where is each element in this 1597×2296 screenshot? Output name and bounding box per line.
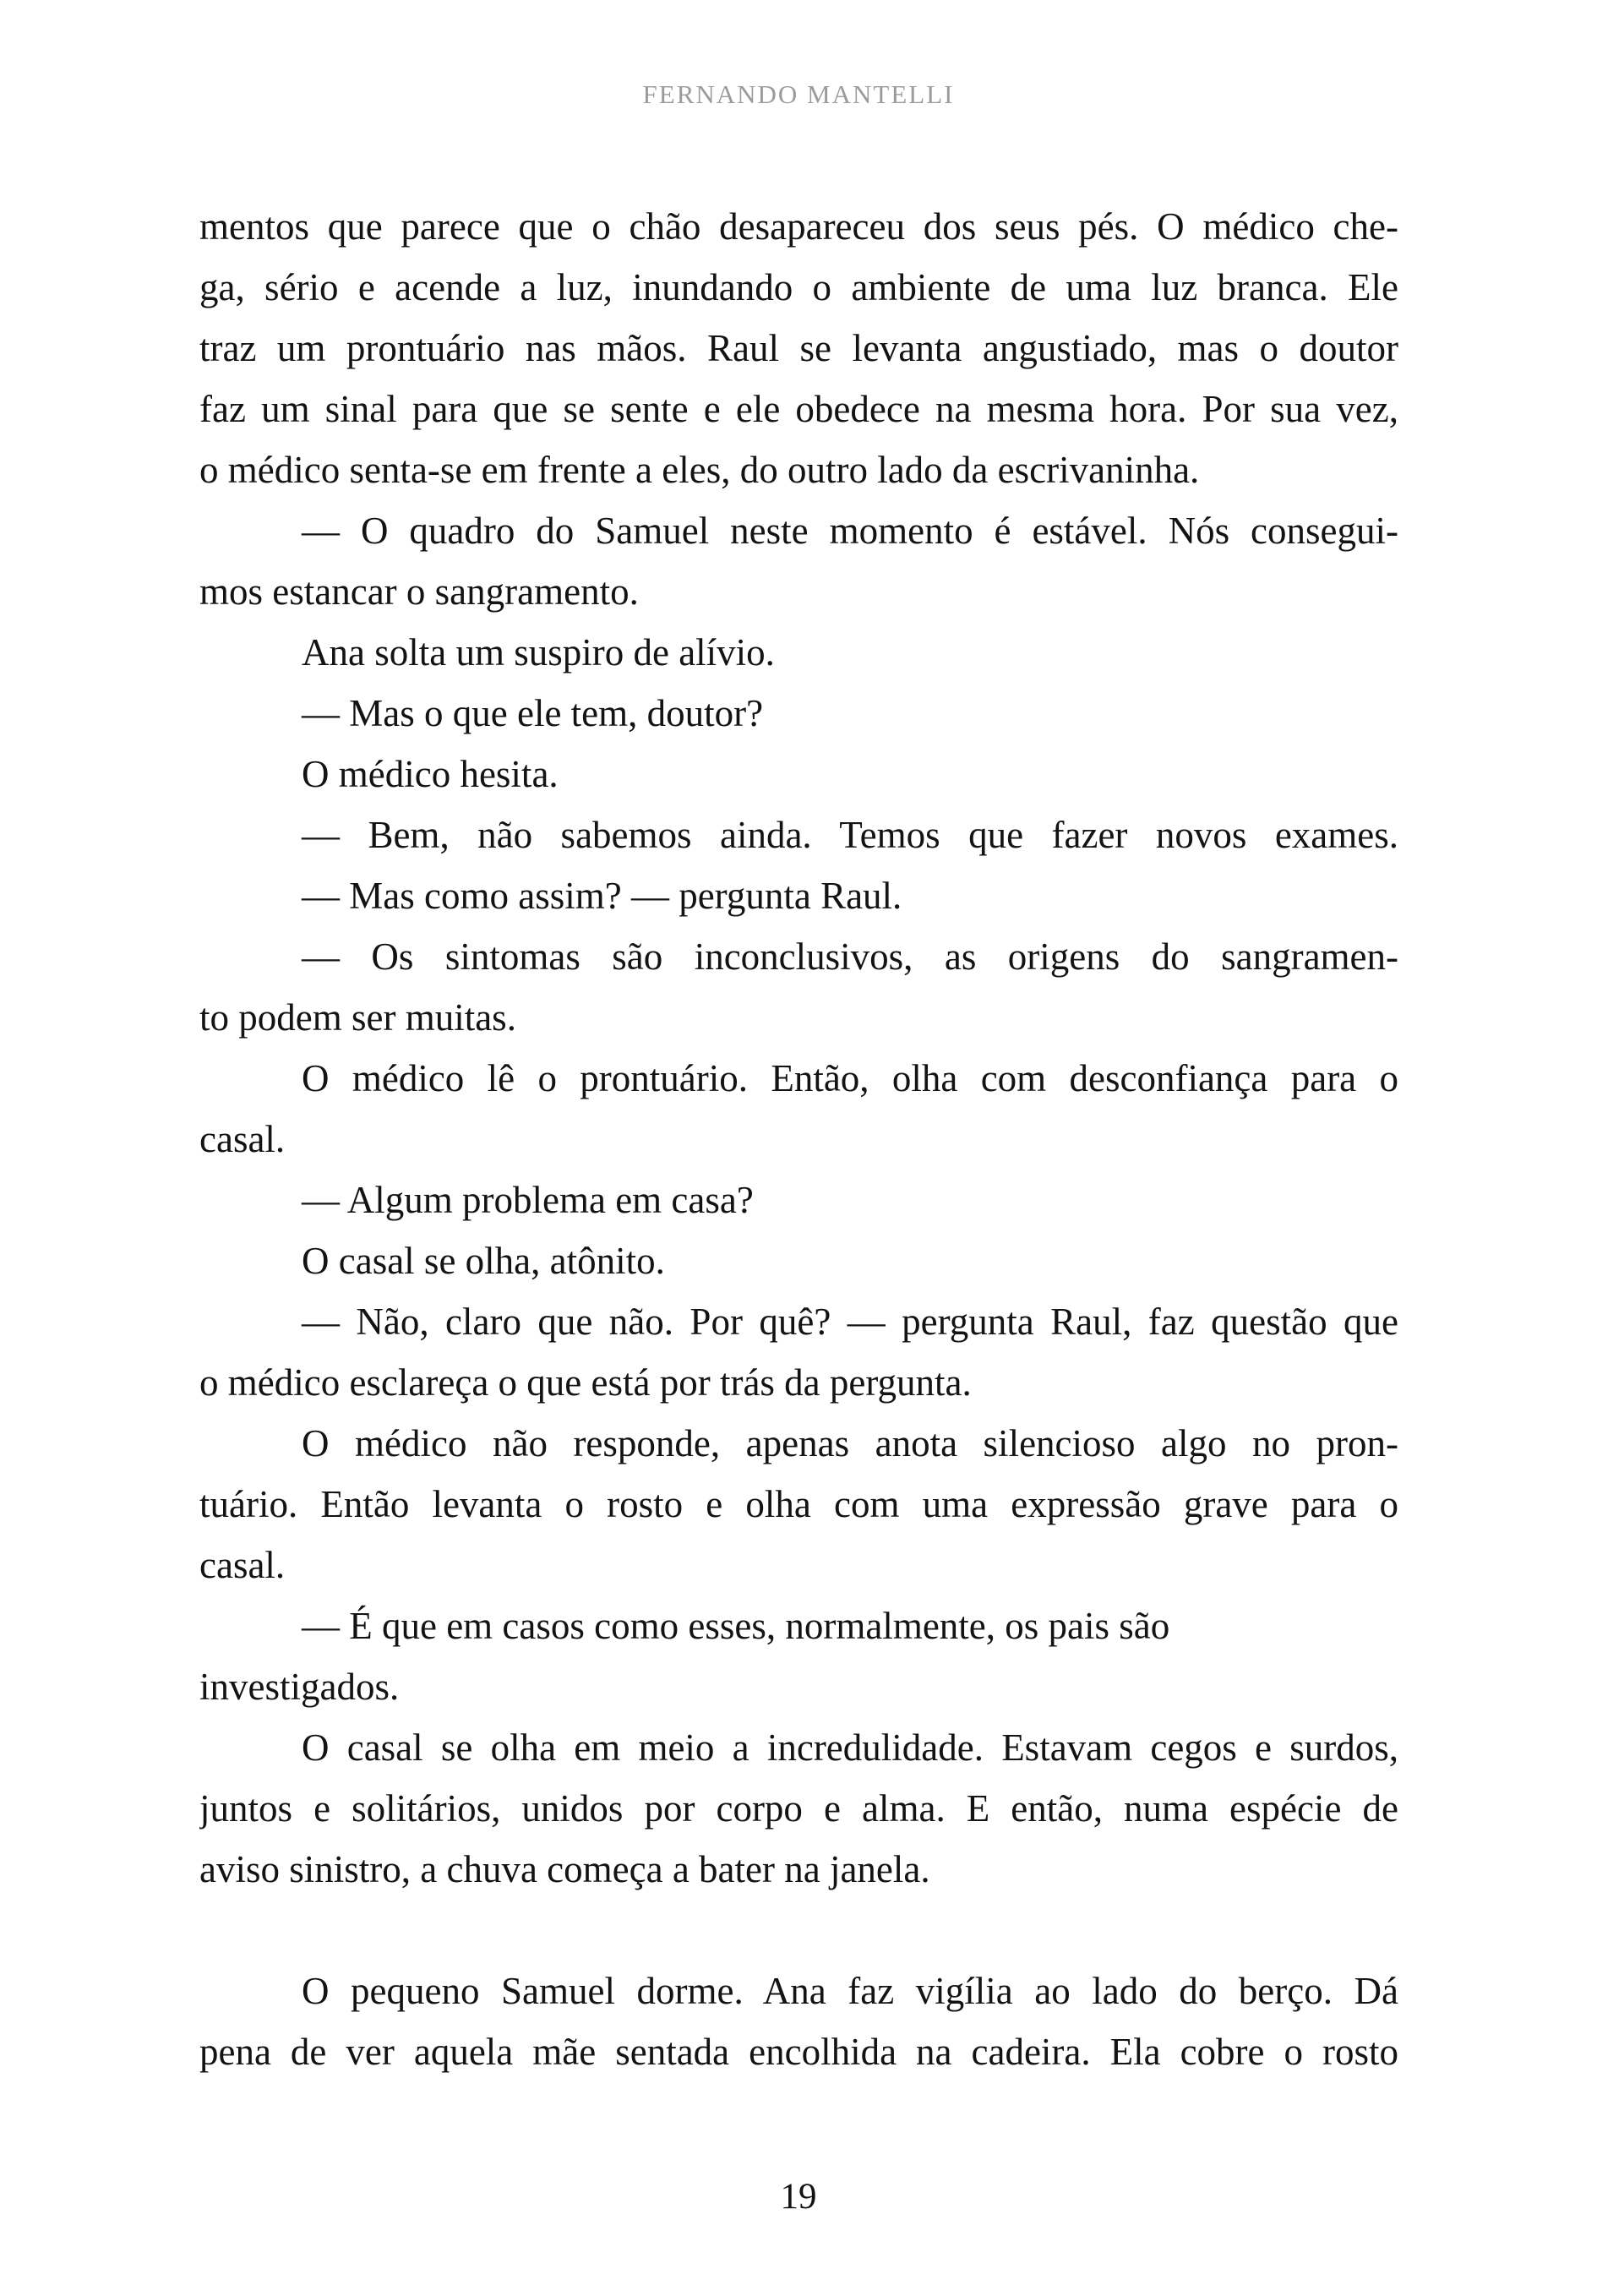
running-header-author: FERNANDO MANTELLI — [642, 79, 955, 109]
page-number: 19 — [780, 2177, 817, 2217]
text-line: O casal se olha em meio a incredulidade. Estavam cegos e surdos, — [302, 1726, 1398, 1769]
text-line: aviso sinistro, a chuva começa a bater na janela. — [199, 1848, 930, 1890]
text-line: O médico lê o prontuário. Então, olha com desconfiança para o — [302, 1057, 1398, 1099]
text-line: O casal se olha, atônito. — [302, 1240, 665, 1282]
text-line: to podem ser muitas. — [199, 996, 516, 1039]
text-line: faz um sinal para que se sente e ele obedece na mesma hora. Por sua vez, — [199, 388, 1398, 430]
text-line: investigados. — [199, 1666, 400, 1708]
text-line: — Bem, não sabemos ainda. Temos que fazer novos exames. — [302, 814, 1398, 856]
text-line: juntos e solitários, unidos por corpo e alma. E então, numa espécie de — [199, 1787, 1398, 1830]
text-line: pena de ver aquela mãe sentada encolhida na cadeira. Ela cobre o rosto — [199, 2031, 1398, 2073]
text-line: mos estancar o sangramento. — [199, 570, 639, 613]
text-line: tuário. Então levanta o rosto e olha com uma expressão grave para o — [199, 1483, 1398, 1525]
text-line: O pequeno Samuel dorme. Ana faz vigília ao lado do berço. Dá — [302, 1970, 1398, 2012]
text-line: — Não, claro que não. Por quê? — pergunta Raul, faz questão que — [302, 1301, 1398, 1343]
text-line: traz um prontuário nas mãos. Raul se levanta angustiado, mas o doutor — [199, 327, 1398, 369]
blank-line — [199, 1900, 1398, 1961]
text-line: ga, sério e acende a luz, inundando o ambiente de uma luz branca. Ele — [199, 266, 1398, 308]
text-line: — É que em casos como esses, normalmente, os pais são — [302, 1605, 1170, 1647]
text-line: — Algum problema em casa? — [302, 1179, 754, 1221]
text-line: — Mas como assim? — pergunta Raul. — [302, 875, 902, 917]
text-line: O médico não responde, apenas anota silencioso algo no pron- — [302, 1422, 1398, 1464]
text-line: casal. — [199, 1118, 286, 1160]
text-line: o médico esclareça o que está por trás da pergunta. — [199, 1361, 972, 1404]
text-block — [199, 196, 1398, 2082]
text-line: o médico senta-se em frente a eles, do outro lado da escrivaninha. — [199, 449, 1200, 491]
text-line: — Os sintomas são inconclusivos, as origens do sangramen- — [302, 935, 1398, 978]
text-line: mentos que parece que o chão desapareceu dos seus pés. O médico che- — [199, 205, 1398, 248]
text-line: — Mas o que ele tem, doutor? — [302, 692, 764, 734]
text-line: O médico hesita. — [302, 753, 559, 795]
text-line: casal. — [199, 1544, 286, 1586]
text-line: — O quadro do Samuel neste momento é estável. Nós consegui- — [302, 510, 1398, 552]
text-line: Ana solta um suspiro de alívio. — [302, 631, 775, 674]
